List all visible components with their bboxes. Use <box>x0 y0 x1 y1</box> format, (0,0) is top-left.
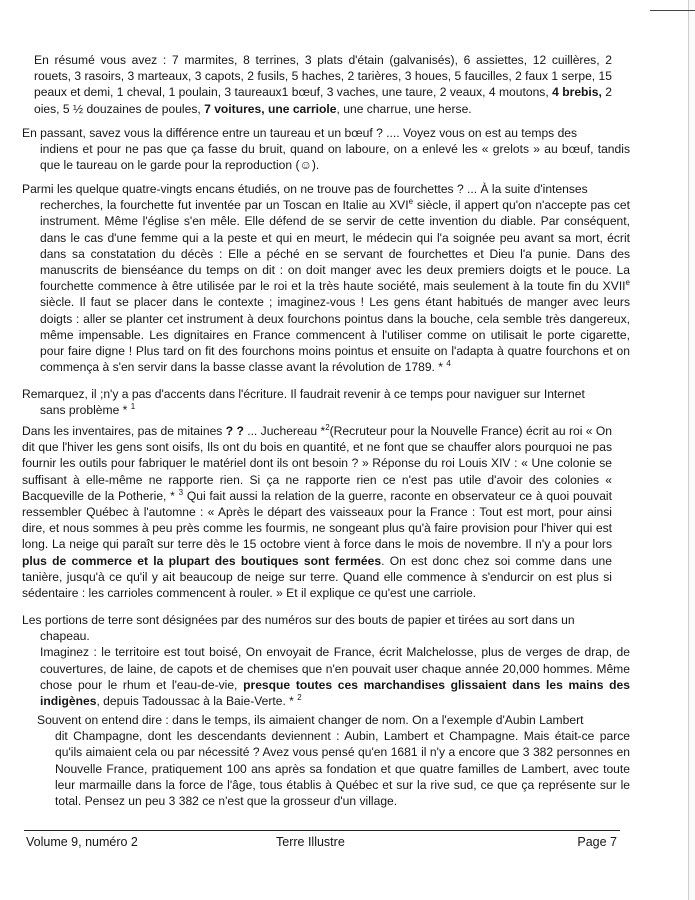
text-run: (Recruteur pour la Nouvelle France) écrit au roi « On dit que l'hiver les gens sont oisifs, Ils ont du bois en quantité, et ne font que se chauffer alors pourquoi ne pas fournir les outils pour fabriquer le matériel dont ils ont besoin ? » Réponse du roi Louis XIV : « Une colonie se suffisant à elle-même ne rapporte rien. Si ça ne rapporte rien ce n'est pas utile d'avoir des colonies « Bacqueville de la Potherie, * <box>22 424 612 503</box>
footer-page-number: Page 7 <box>577 835 617 849</box>
text-run: siècle. Il faut se placer dans le contexte ; imaginez-vous ! Les gens étant habitués de manger avec leurs doigts : aller se planter cet instrument à deux fourchons pointus dans la bouche, cela semble très dangereux, même impensable. Les dignitaires en France commencent à l'utiliser comme on utilisait le porte cigarette, pour faire digne ! Plus tard on fit des fourchons moins pointus et ensuite on l'adapta à quatre fourchons et on commença à s'en servir dans la basse classe avant la révolution de 1789. * <box>40 295 630 375</box>
bold-text: 7 voitures, une carriole <box>204 101 337 116</box>
paragraph-rest <box>40 644 630 709</box>
text-run: Imaginez : le territoire est tout boisé, On envoyait de France, écrit Malchelosse, plus de verges de drap, de couvertures, de laine, de capots et de chemises que n'en pouvait user chaque année 20,000 hommes. Même chose pour le rhum et l'eau-de-vie, <box>40 645 630 692</box>
text-run: . On est donc chez soi comme dans une tanière, jusqu'à ce qu'il y ait beaucoup de neige sur terre. Quand elle commence à s'endurcir on est plus si sédentaire : les carrioles commencent à rouler. » Et il explique ce qu'est une carriole. <box>22 553 612 601</box>
footnote-ref: 2 <box>297 692 302 702</box>
bold-text: ? ? <box>225 424 244 438</box>
paragraph-rest: indiens et pour ne pas que ça fasse du bruit, quand on laboure, on a enlevé les « grelots » au bœuf, tandis que le taureau on le garde pour la reproduction (☺). <box>40 142 630 173</box>
text-run: En résumé vous avez : 7 marmites, 8 terrines, 3 plats d'étain (galvanisés), 6 assiettes, 12 cuillères, 2 rouets, 3 rasoirs, 3 marteaux, 3 capots, 2 fusils, 5 haches, 2 tarières, 3 houes, 5 faucilles, 2 faux 1 serpe, 15 peaux et demi, 1 cheval, 1 poulain, 3 taureaux1 bœuf, 3 vaches, une taure, 2 veaux, 4 moutons, <box>34 53 612 100</box>
paragraph-rest <box>40 197 630 375</box>
paragraph-first-line: Les portions de terre sont désignées par des numéros sur des bouts de papier et tirées au sort dans un <box>22 613 575 627</box>
paragraph-mitaines <box>22 423 612 601</box>
text-run: , depuis Tadoussac à la Baie-Verte. * <box>96 694 298 709</box>
paragraph-inventory-summary <box>34 52 612 117</box>
text-run: , une charrue, une herse. <box>336 101 472 116</box>
paragraph-rest <box>40 402 630 418</box>
scan-edge-mark <box>650 10 695 11</box>
paragraph-first-line: Remarquez, il ;n'y a pas d'accents dans l'écriture. Il faudrait revenir à ce temps pour naviguer sur Internet <box>22 387 585 401</box>
text-run: recherches, la fourchette fut inventée par un Toscan en Italie au XVI <box>40 198 409 213</box>
paragraph-first-line: Parmi les quelque quatre-vingts encans étudiés, on ne trouve pas de fourchettes ? ... À la suite d'intenses <box>22 182 588 196</box>
text-run: ... Juchereau * <box>243 424 326 438</box>
footer-rule <box>24 830 620 831</box>
footer-volume: Volume 9, numéro 2 <box>26 835 138 849</box>
footnote-ref: 4 <box>446 359 451 369</box>
scan-edge <box>688 0 695 900</box>
footnote-ref: 3 <box>178 487 184 497</box>
text-run: sans problème * <box>40 403 131 418</box>
text-run: Dans les inventaires, pas de mitaines <box>22 424 226 438</box>
footnote-ref: 2 <box>325 422 330 432</box>
paragraph-portions-de-terre <box>22 612 630 709</box>
paragraph-taureau-boeuf <box>22 125 630 174</box>
bold-text: 4 brebis, <box>552 85 602 100</box>
text-run: Qui fait aussi la relation de la guerre, raconte en observateur ce à quoi pouvait ressembler Québec à l'automne : « Après le départ des vaisseaux pour la France : Tout est mort, pour ainsi dire, et nous sommes à peu près comme les fourmis, ne songeant plus qu'à faire provision pour l'hiver qui est long. La neige qui paraît sur terre dès le 15 octobre vient à force dans le mois de novembre. Il n'y a pour lors <box>22 488 612 552</box>
paragraph-fourchettes <box>22 181 630 375</box>
bold-text: plus de commerce et la plupart des boutiques sont fermées <box>22 553 382 568</box>
footer-publication: Terre Illustre <box>276 835 345 849</box>
superscript: e <box>408 197 414 207</box>
bold-text: presque toutes ces marchandises glissaient dans les mains des indigènes <box>40 677 630 709</box>
paragraph-first-line: En passant, savez vous la différence entre un taureau et un bœuf ? .... Voyez vous on est au temps des <box>22 126 578 140</box>
superscript: e <box>625 278 630 288</box>
paragraph-first-line: Souvent on entend dire : dans le temps, ils aimaient changer de nom. On a l'exemple d'Aubin Lambert <box>37 713 584 727</box>
paragraph-second-line: chapeau. <box>40 629 90 644</box>
footnote-ref: 1 <box>130 402 136 412</box>
paragraph-accents <box>22 386 630 418</box>
paragraph-rest: dit Champagne, dont les descendants deviennent : Aubin, Lambert et Champagne. Mais était-ce parce qu'ils aimaient cela ou par nécessité ? Avez vous pensé qu'en 1681 il n'y a encore que 3 382 personnes en Nouvelle France, pratiquement 100 ans après sa fondation et que quatre familles de Lambert, avec toute leur marmaille dans la force de l'âge, tous établis à Québec et sur la rive sud, ce que ça représente sur le total. Pensez un peu 3 382 ce n'est que la grosseur d'un village. <box>55 729 630 809</box>
text-run: 2 oies, 5 ½ douzaines de poules, <box>34 85 612 116</box>
paragraph-changer-de-nom <box>37 712 630 809</box>
text-run: siècle, il appert qu'on n'accepte pas cet instrument. Même l'église s'en mêle. Elle défend de se servir de cette invention du diable. Par conséquent, dans le cas d'une femme qui a la peste et qui en meurt, le médecin qui l'a soignée peu avant sa mort, écrit dans sa constatation du décès : Elle a péché en se servant de fourchettes et Dieu l'a punie. Dans des manuscrits de bienséance du temps on dit : on doit manger avec les deux premiers doigts et le pouce. La fourchette commence à être utilisée par le roi et la très haute société, mais seulement à la toute fin du XVII <box>40 198 630 294</box>
